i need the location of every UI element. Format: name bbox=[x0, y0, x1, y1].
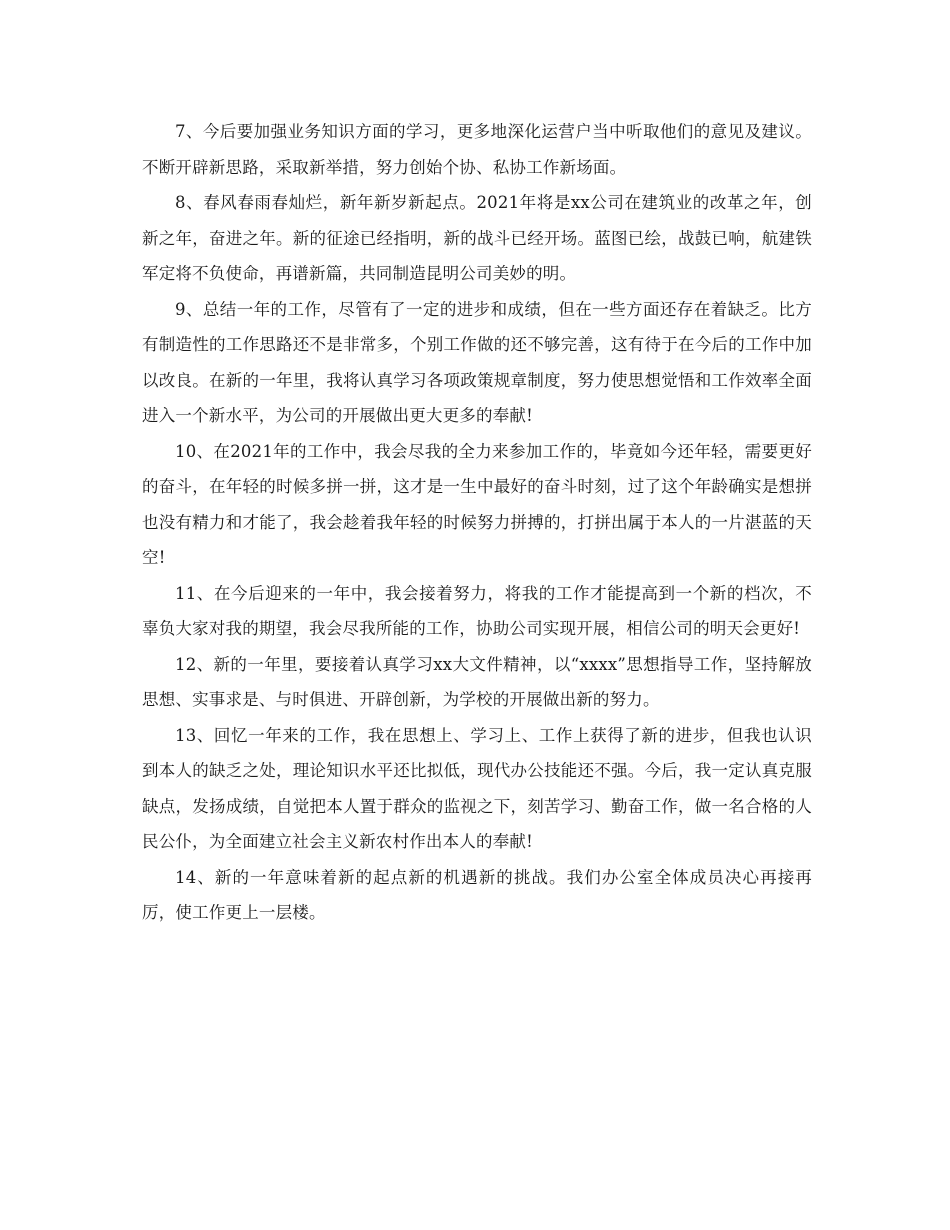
paragraph-13: 13、回忆一年来的工作，我在思想上、学习上、工作上获得了新的进步，但我也认识到本人的缺乏之处，理论知识水平还比拟低，现代办公技能还不强。今后，我一定认真克服缺点，发扬成绩，自觉把本人置于群众的监视之下，刻苦学习、勤奋工作，做一名合格的人民公仆，为全面建立社会主义新农村作出本人的奉献! bbox=[142, 725, 812, 851]
paragraph-11: 11、在今后迎来的一年中，我会接着努力，将我的工作才能提高到一个新的档次，不辜负大家对我的期望，我会尽我所能的工作，协助公司实现开展，相信公司的明天会更好! bbox=[142, 583, 812, 638]
paragraph-9: 9、总结一年的工作，尽管有了一定的进步和成绩，但在一些方面还存在着缺乏。比方有制造性的工作思路还不是非常多，个别工作做的还不够完善，这有待于在今后的工作中加以改良。在新的一年里，我将认真学习各项政策规章制度，努力使思想觉悟和工作效率全面进入一个新水平，为公司的开展做出更大更多的奉献! bbox=[142, 299, 812, 425]
paragraph-12: 12、新的一年里，要接着认真学习xx大文件精神，以“xxxx”思想指导工作，坚持解放思想、实事求是、与时俱进、开辟创新，为学校的开展做出新的努力。 bbox=[142, 654, 812, 709]
paragraph-7: 7、今后要加强业务知识方面的学习，更多地深化运营户当中听取他们的意见及建议。不断开辟新思路，采取新举措，努力创始个协、私协工作新场面。 bbox=[142, 122, 812, 177]
document-body bbox=[142, 114, 812, 931]
paragraph-8: 8、春风春雨春灿烂，新年新岁新起点。2021年将是xx公司在建筑业的改革之年，创新之年，奋进之年。新的征途已经指明，新的战斗已经开场。蓝图已绘，战鼓已响，航建铁军定将不负使命，再谱新篇，共同制造昆明公司美妙的明。 bbox=[142, 193, 812, 283]
paragraph-14: 14、新的一年意味着新的起点新的机遇新的挑战。我们办公室全体成员决心再接再厉，使工作更上一层楼。 bbox=[142, 867, 812, 922]
paragraph-10: 10、在2021年的工作中，我会尽我的全力来参加工作的，毕竟如今还年轻，需要更好的奋斗，在年轻的时候多拼一拼，这才是一生中最好的奋斗时刻，过了这个年龄确实是想拼也没有精力和才能了，我会趁着我年轻的时候努力拼搏的，打拼出属于本人的一片湛蓝的天空! bbox=[142, 441, 812, 567]
